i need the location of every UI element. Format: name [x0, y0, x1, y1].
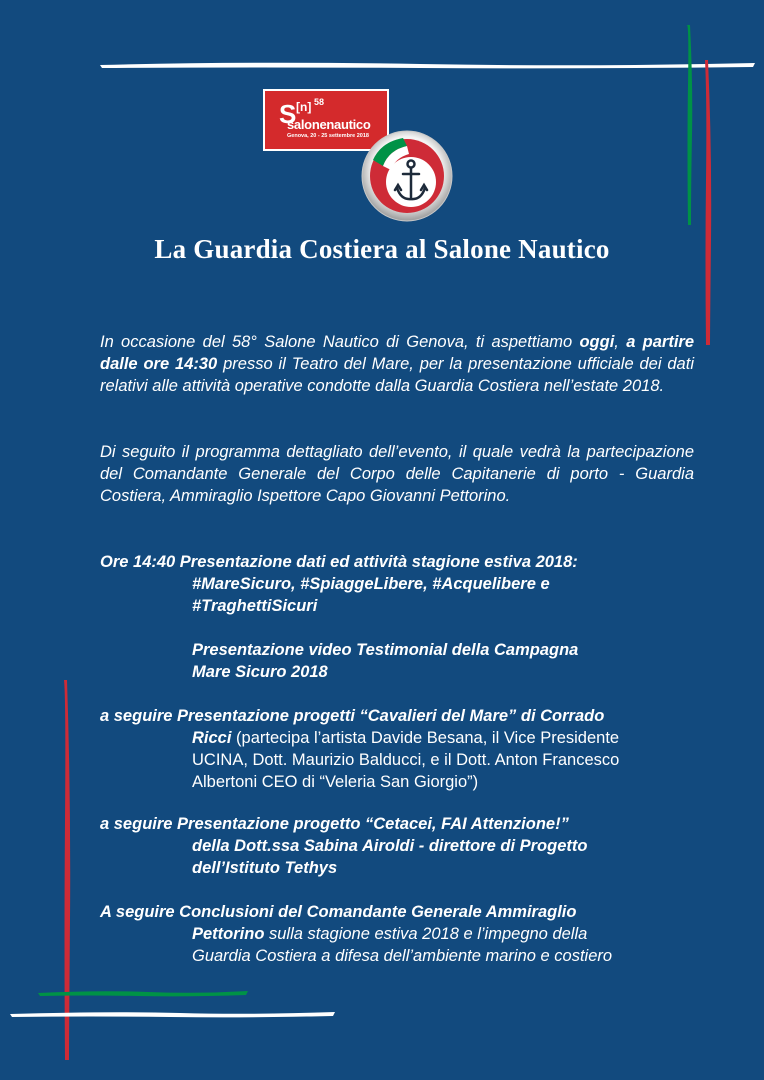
program-item-2	[100, 639, 710, 683]
logo-edition-number: 58	[314, 97, 325, 107]
item-4-line-3: dell’Istituto Tethys	[192, 859, 338, 877]
program-intro-paragraph: Di seguito il programma dettagliato dell’evento, il quale vedrà la partecipazione del Comandante Generale del Corpo delle Capitanerie di porto - Guardia Costiera, Ammiraglio Ispettore Capo Giovanni Pettorino.	[100, 443, 694, 505]
item-4-line-1: a seguire Presentazione progetto “Cetacei, FAI Attenzione!”	[100, 815, 569, 833]
intro-text-1: In occasione del 58° Salone Nautico di Genova, ti aspettiamo	[100, 333, 580, 351]
intro-paragraph	[100, 331, 694, 397]
item-3-line-2	[100, 727, 710, 749]
program-item-1	[100, 551, 710, 617]
item-5-bold: Pettorino	[192, 925, 265, 943]
item-3-line-3: UCINA, Dott. Maurizio Balducci, e il Dott. Anton Francesco	[192, 751, 620, 769]
item-3-line-1: a seguire Presentazione progetti “Cavalieri del Mare” di Corrado	[100, 707, 605, 725]
item-5-line-3: Guardia Costiera a difesa dell’ambiente marino e costiero	[192, 947, 613, 965]
bottom-green-stroke	[38, 987, 248, 999]
intro-text-2: ,	[614, 333, 627, 351]
right-green-stroke	[684, 25, 698, 225]
program-item-5	[100, 901, 710, 967]
item-2-line-1: Presentazione video Testimonial della Campagna	[192, 641, 579, 659]
item-1-line-2: #MareSicuro, #SpiaggeLibere, #Acquelibere e	[192, 575, 550, 593]
item-1-line-3: #TraghettiSicuri	[192, 597, 318, 615]
item-1-line-1: Ore 14:40 Presentazione dati ed attività stagione estiva 2018:	[100, 553, 578, 571]
item-5-rest: sulla stagione estiva 2018 e l’impegno della	[264, 925, 588, 943]
item-3-bold: Ricci	[192, 729, 232, 747]
logo-dates: Genova, 20 - 25 settembre 2018	[287, 133, 369, 139]
logo-s: S	[279, 99, 296, 129]
bottom-white-stroke	[10, 1008, 335, 1020]
item-3-rest: (partecipa l’artista Davide Besana, il Vice Presidente	[231, 729, 620, 747]
item-3-line-4: Albertoni CEO di “Veleria San Giorgio”)	[192, 773, 479, 791]
page-title: La Guardia Costiera al Salone Nautico	[154, 234, 610, 264]
top-white-stroke	[100, 58, 755, 72]
logo-n: [n]	[296, 100, 312, 114]
right-red-stroke	[703, 60, 717, 345]
left-red-stroke	[62, 680, 76, 1060]
item-5-line-1: A seguire Conclusioni del Comandante Generale Ammiraglio	[100, 903, 577, 921]
item-5-line-2	[100, 923, 710, 945]
guardia-costiera-emblem	[361, 130, 453, 222]
program-item-4	[100, 813, 710, 879]
item-2-line-2: Mare Sicuro 2018	[192, 663, 328, 681]
item-4-line-2: della Dott.ssa Sabina Airoldi - direttore di Progetto	[192, 837, 588, 855]
logo-name: salonenautico	[287, 117, 371, 132]
program-item-3	[100, 705, 710, 793]
intro-text-3: presso il Teatro del Mare, per la presentazione ufficiale dei dati relativi alle attività operative condotte dalla Guardia Costiera nell’estate 2018.	[100, 355, 694, 395]
intro-highlight-today: oggi	[579, 333, 615, 351]
intro-highlight-time: a partire dalle ore 14:30	[100, 333, 695, 373]
